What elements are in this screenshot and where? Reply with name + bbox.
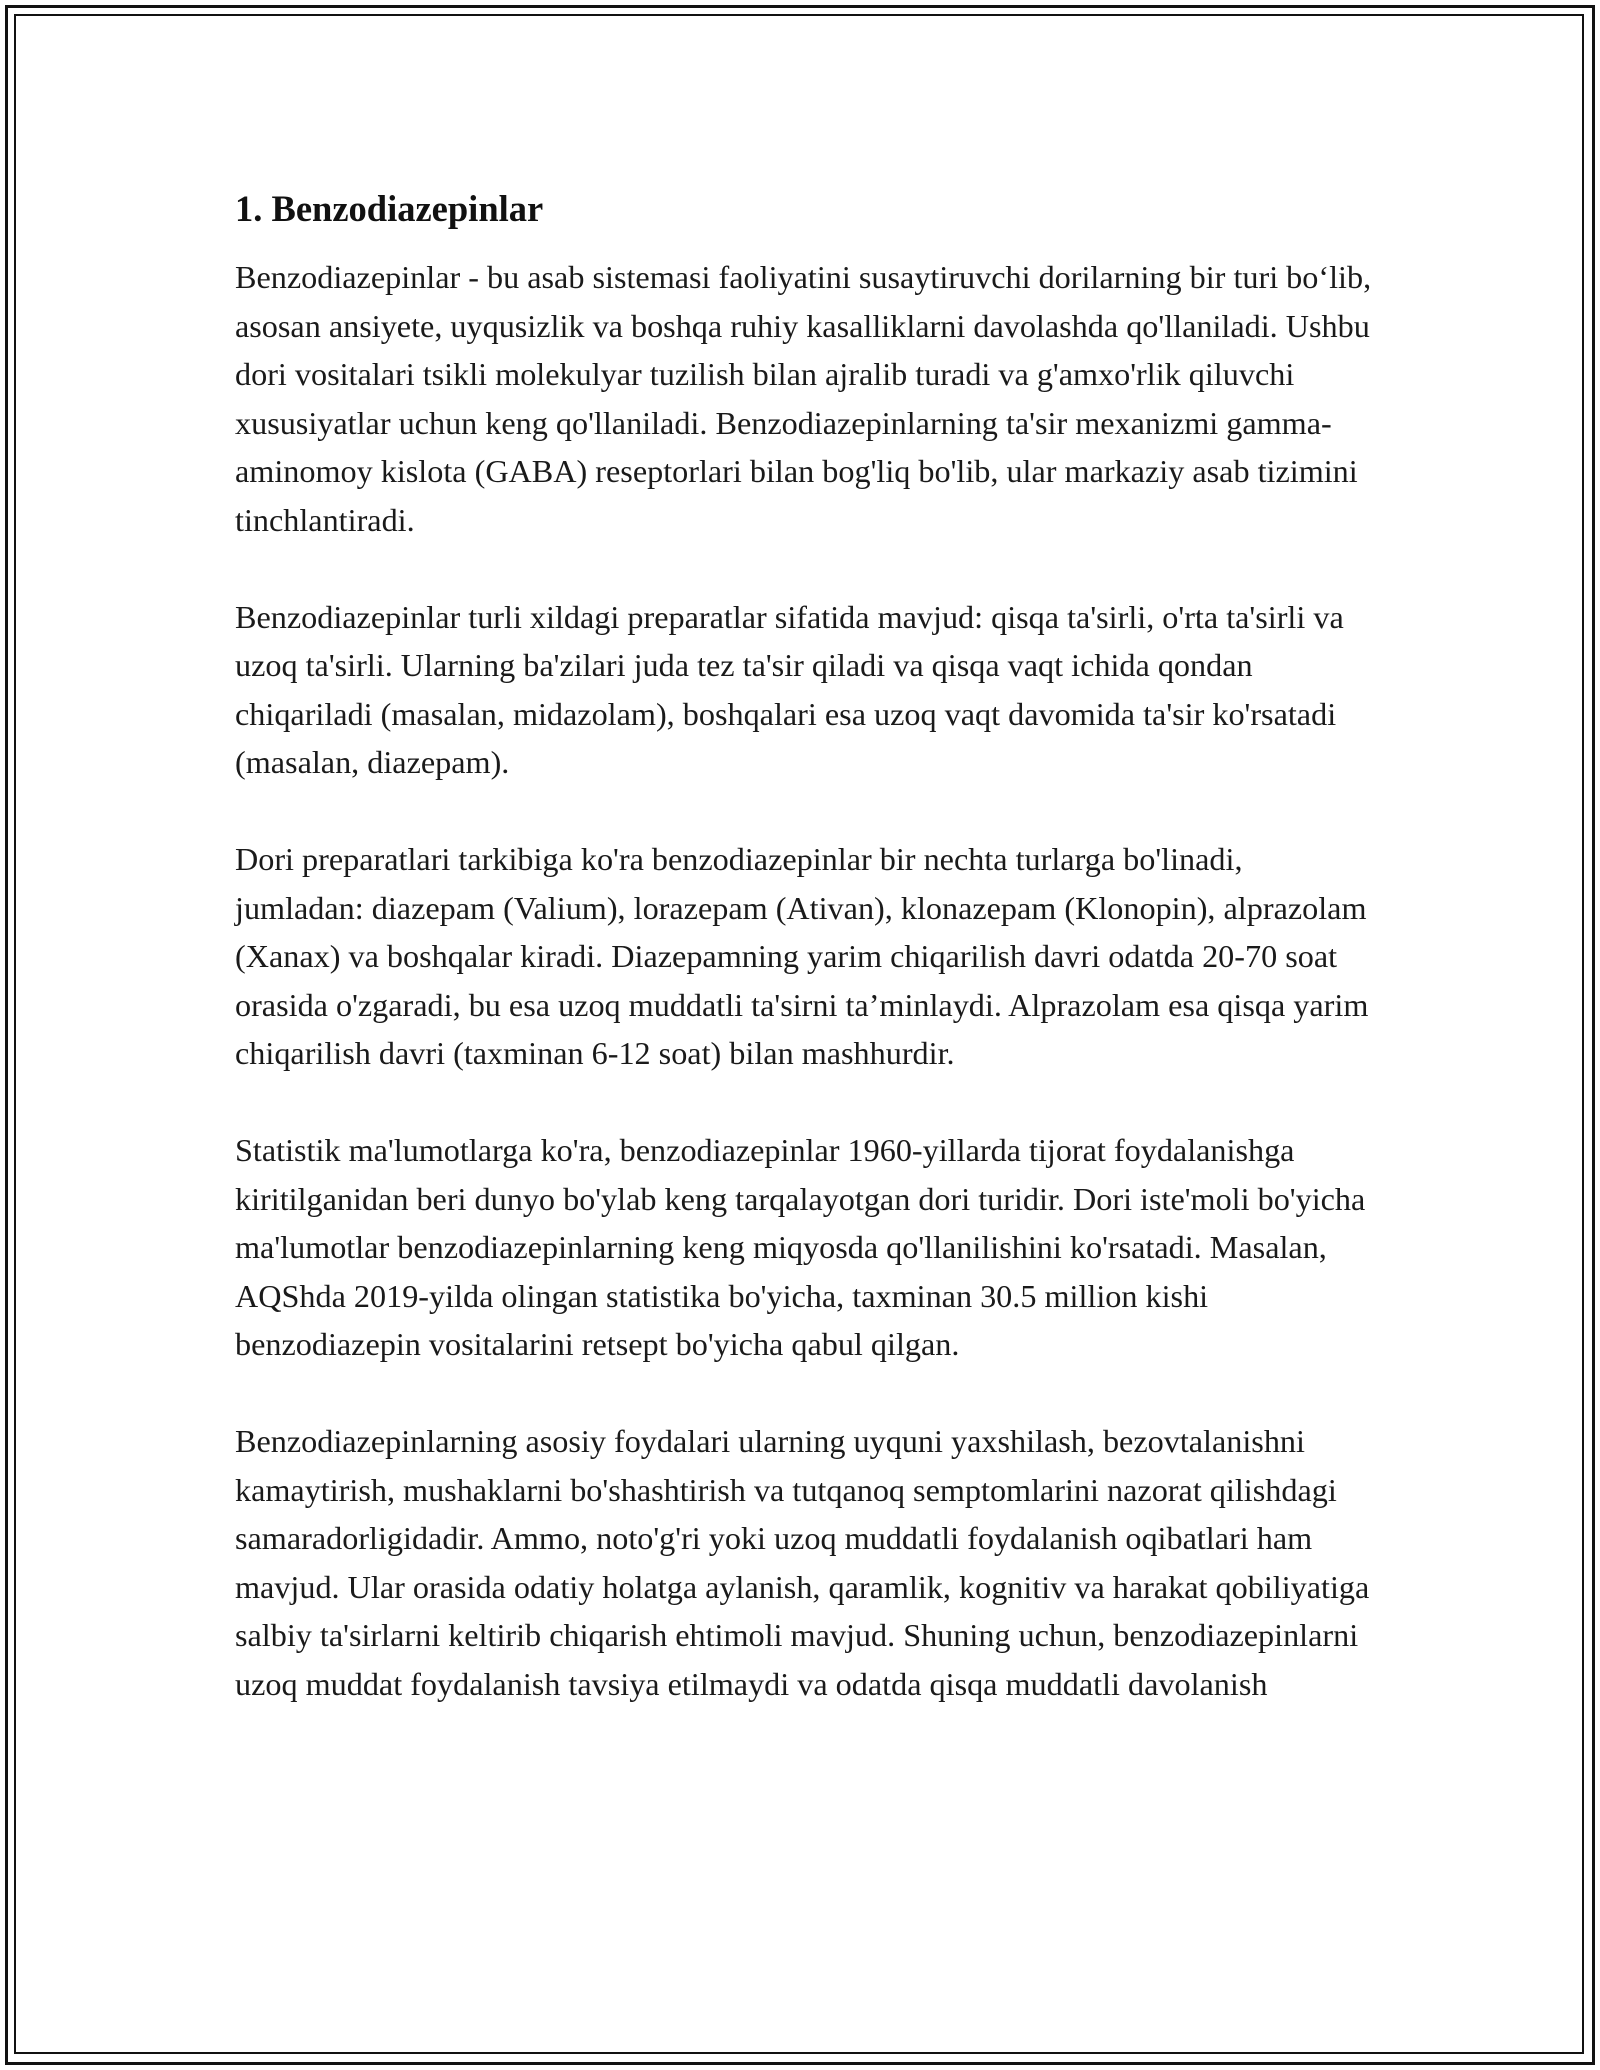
paragraph-types: Benzodiazepinlar turli xildagi preparatlar sifatida mavjud: qisqa ta'sirli, o'rta ta'sirli va uzoq ta'sirli. Ularning ba'zilari juda tez ta'sir qiladi va qisqa vaqt ichida qondan chiqariladi (masalan, midazolam), boshqalari esa uzoq vaqt davomida ta'sir ko'rsatadi (masalan, diazepam). <box>235 598 1344 780</box>
paragraph-benefits-risks: Benzodiazepinlarning asosiy foydalari ularning uyquni yaxshilash, bezovtalanishni kamaytirish, mushaklarni bo'shashtirish va tutqanoq semptomlarini nazorat qilishdagi samaradorligidadir. Ammo, noto'g'ri yoki uzoq muddatli foydalanish oqibatlari ham mavjud. Ular orasida odatiy holatga aylanish, qaramlik, kognitiv va harakat qobiliyatiga salbiy ta'sirlarni keltirib chiqarish ehtimoli mavjud. Shuning uchun, benzodiazepinlarni uzoq muddat foydalanish tavsiya etilmaydi va odatda qisqa muddatli davolanish <box>235 1423 1370 1702</box>
paragraph-preparations: Dori preparatlari tarkibiga ko'ra benzodiazepinlar bir nechta turlarga bo'linadi, jumladan: diazepam (Valium), lorazepam (Ativan), klonazepam (Klonopin), alprazolam (Xanax) va boshqalar kiradi. Diazepamning yarim chiqarilish davri odatda 20-70 soat orasida o'zgaradi, bu esa uzoq muddatli ta'sirni ta’minlaydi. Alprazolam esa qisqa yarim chiqarilish davri (taxminan 6-12 soat) bilan mashhurdir. <box>235 841 1369 1071</box>
paragraph-intro: Benzodiazepinlar - bu asab sistemasi faoliyatini susaytiruvchi dorilarning bir turi bo‘lib, asosan ansiyete, uyqusizlik va boshqa ruhiy kasalliklarni davolashda qo'llaniladi. Ushbu dori vositalari tsikli molekulyar tuzilish bilan ajralib turadi va g'amxo'rlik qiluvchi xususiyatlar uchun keng qo'llaniladi. Benzodiazepinlarning ta'sir mexanizmi gamma-aminomoy kislota (GABA) reseptorlari bilan bog'liq bo'lib, ular markaziy asab tizimini tinchlantiradi. <box>235 259 1372 538</box>
section-heading: 1. Benzodiazepinlar <box>235 188 544 229</box>
paragraph-statistics: Statistik ma'lumotlarga ko'ra, benzodiazepinlar 1960-yillarda tijorat foydalanishga kiritilganidan beri dunyo bo'ylab keng tarqalayotgan dori turidir. Dori iste'moli bo'yicha ma'lumotlar benzodiazepinlarning keng miqyosda qo'llanilishini ko'rsatadi. Masalan, AQShda 2019-yilda olingan statistika bo'yicha, taxminan 30.5 million kishi benzodiazepin vositalarini retsept bo'yicha qabul qilgan. <box>235 1132 1366 1362</box>
document-body <box>235 185 1375 1757</box>
